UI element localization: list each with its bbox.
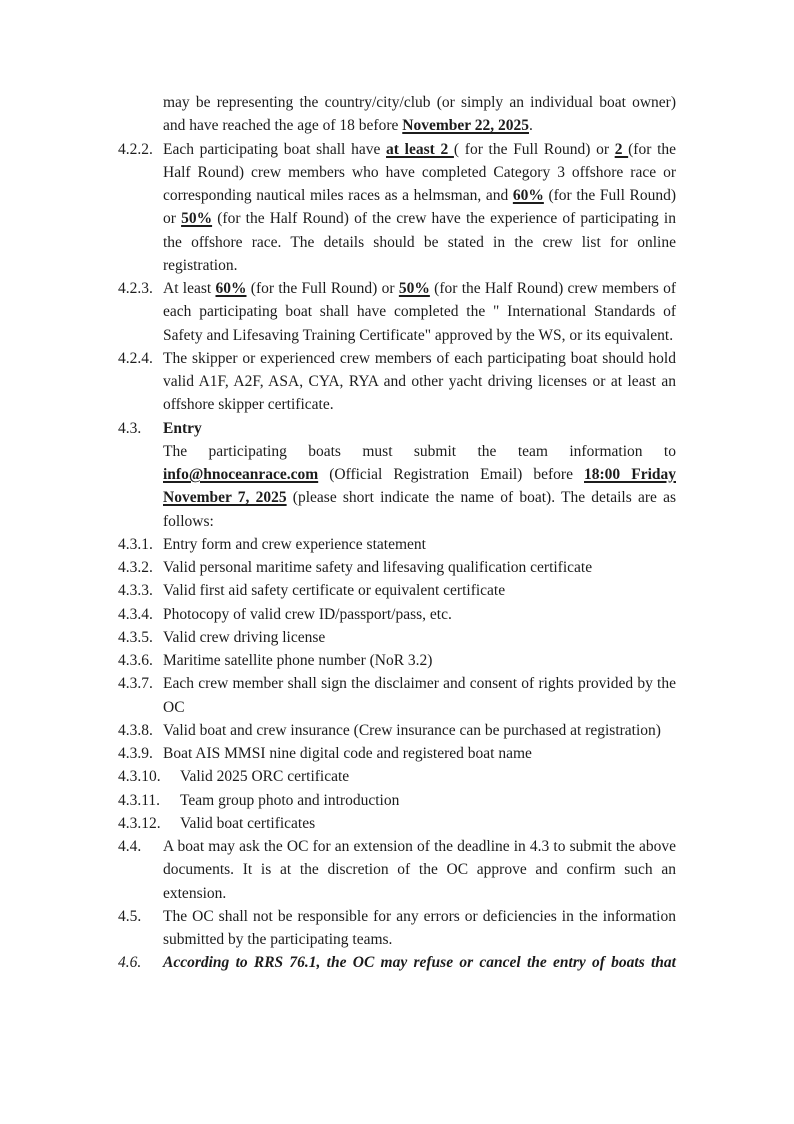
item-text xyxy=(163,559,592,576)
item-number: 4.3.7. xyxy=(118,675,153,693)
text-run: According to RRS 76.1, the OC may refuse or cancel the entry of boats that xyxy=(163,954,676,972)
list-item xyxy=(118,719,676,742)
document-body xyxy=(118,91,676,975)
text-run: . xyxy=(528,117,533,135)
item-text xyxy=(163,536,426,553)
list-item xyxy=(118,533,676,556)
item-number: 4.2.2. xyxy=(118,140,153,158)
item-number: 4.2.3. xyxy=(118,280,153,297)
text-run: Photocopy of valid crew ID/passport/pass, etc. xyxy=(163,605,452,623)
list-item xyxy=(118,951,676,974)
text-run: (for the Full Round) or xyxy=(246,280,399,297)
item-number: 4.3.3. xyxy=(118,582,153,600)
text-run: Valid boat and crew insurance (Crew insurance can be purchased at registration) xyxy=(163,721,661,739)
item-number: 4.3.2. xyxy=(118,559,153,576)
item-text xyxy=(163,954,676,971)
item-number: 4.3.5. xyxy=(118,628,153,646)
list-item xyxy=(118,603,676,626)
item-text xyxy=(163,629,325,646)
list-item xyxy=(118,579,676,602)
list-item xyxy=(118,277,676,347)
list-item xyxy=(118,138,676,278)
item-number: 4.3.10. xyxy=(118,768,161,786)
text-run: (for the Full Round) or xyxy=(163,187,676,228)
text-run: Valid crew driving license xyxy=(163,628,326,646)
text-run: Valid first aid safety certificate or equivalent certificate xyxy=(163,582,506,600)
list-item xyxy=(118,649,676,672)
item-text xyxy=(163,838,676,902)
item-text xyxy=(163,652,432,669)
text-run: At least xyxy=(163,280,216,297)
text-run: (for the Half Round) of the crew have the experience of participating in the offshore race. The details should be stated in the crew list for online registration. xyxy=(163,210,676,274)
text-run: Valid 2025 ORC certificate xyxy=(180,768,350,786)
list-item xyxy=(118,556,676,579)
item-number: 4.3.12. xyxy=(118,814,161,832)
list-item xyxy=(118,835,676,905)
item-text xyxy=(163,94,676,134)
list-item xyxy=(118,812,676,835)
text-run: info@hnoceanrace.com xyxy=(163,466,319,483)
item-text xyxy=(163,141,676,274)
list-item xyxy=(118,905,676,952)
text-run: Boat AIS MMSI nine digital code and registered boat name xyxy=(163,745,532,762)
item-number: 4.4. xyxy=(118,838,142,855)
text-run: Entry xyxy=(163,419,202,437)
list-item xyxy=(118,765,676,788)
text-run: (for the Half Round) crew members who have completed Category 3 offshore race or corresponding nautical miles races as a helmsman, and xyxy=(163,140,677,204)
item-text xyxy=(163,582,505,599)
text-run: Valid personal maritime safety and lifesaving qualification certificate xyxy=(163,559,593,576)
item-text xyxy=(163,745,532,762)
text-run: Team group photo and introduction xyxy=(180,791,400,809)
text-run: 50% xyxy=(398,280,430,297)
item-number: 4.3.9. xyxy=(118,745,153,762)
item-text xyxy=(163,722,661,739)
item-text xyxy=(163,280,676,344)
text-run: at least 2 xyxy=(386,140,454,158)
text-run: 60% xyxy=(512,187,544,204)
item-number: 4.3.11. xyxy=(118,791,161,809)
text-run: A boat may ask the OC for an extension of the deadline in 4.3 to submit the above documents. It is at the discretion of the OC approve and confirm such an extension. xyxy=(163,838,676,902)
text-run: The skipper or experienced crew members of each participating boat should hold valid A1F, A2F, ASA, CYA, RYA and other yacht driving licenses or at least an offshore skipper certificate. xyxy=(163,349,676,414)
text-run: November 22, 2025 xyxy=(402,117,529,135)
item-text xyxy=(163,908,676,948)
list-item xyxy=(118,742,676,765)
item-text xyxy=(180,768,349,785)
item-text xyxy=(163,606,452,623)
item-text xyxy=(180,815,315,832)
text-run: (please short indicate the name of boat). The details are as follows: xyxy=(163,489,676,530)
list-item xyxy=(118,417,676,440)
text-run: 60% xyxy=(215,280,247,297)
item-number: 4.6. xyxy=(118,954,142,972)
text-run: (for the Half Round) crew members of each participating boat shall have completed the " International Standards of Safety and Lifesaving Training Certificate" approved by the WS, or its equivalent. xyxy=(163,280,676,344)
item-text xyxy=(163,350,676,414)
text-run: 18:00 Friday November 7, 2025 xyxy=(163,466,676,507)
item-text xyxy=(163,420,202,437)
item-number: 4.3.6. xyxy=(118,652,153,669)
text-run: may be representing the country/city/club (or simply an individual boat owner) and have reached the age of 18 before xyxy=(163,94,676,135)
text-run: Maritime satellite phone number (NoR 3.2) xyxy=(163,652,433,669)
text-run: Entry form and crew experience statement xyxy=(163,535,426,553)
text-run: ( for the Full Round) or xyxy=(453,140,615,158)
item-number: 4.3.4. xyxy=(118,605,153,623)
item-number: 4.3.1. xyxy=(118,535,153,553)
item-number: 4.3.8. xyxy=(118,721,153,739)
item-text xyxy=(163,675,676,715)
text-run: 2 xyxy=(614,140,629,158)
list-item xyxy=(118,626,676,649)
text-run: Each participating boat shall have xyxy=(163,140,387,158)
item-number: 4.2.4. xyxy=(118,349,153,367)
list-item xyxy=(118,672,676,719)
text-run: The participating boats must submit the team information to xyxy=(163,442,676,460)
text-run: 50% xyxy=(181,210,213,228)
list-item xyxy=(118,91,676,138)
text-run: Each crew member shall sign the disclaimer and consent of rights provided by the OC xyxy=(163,675,676,716)
text-run: Valid boat certificates xyxy=(180,814,316,832)
item-text xyxy=(180,792,399,809)
item-text xyxy=(163,443,676,530)
list-item xyxy=(118,440,676,533)
item-number: 4.3. xyxy=(118,419,142,437)
item-number: 4.5. xyxy=(118,907,142,925)
text-run: The OC shall not be responsible for any errors or deficiencies in the information submitted by the participating teams. xyxy=(163,907,676,948)
text-run: (Official Registration Email) before xyxy=(318,466,585,483)
list-item xyxy=(118,347,676,417)
list-item xyxy=(118,789,676,812)
